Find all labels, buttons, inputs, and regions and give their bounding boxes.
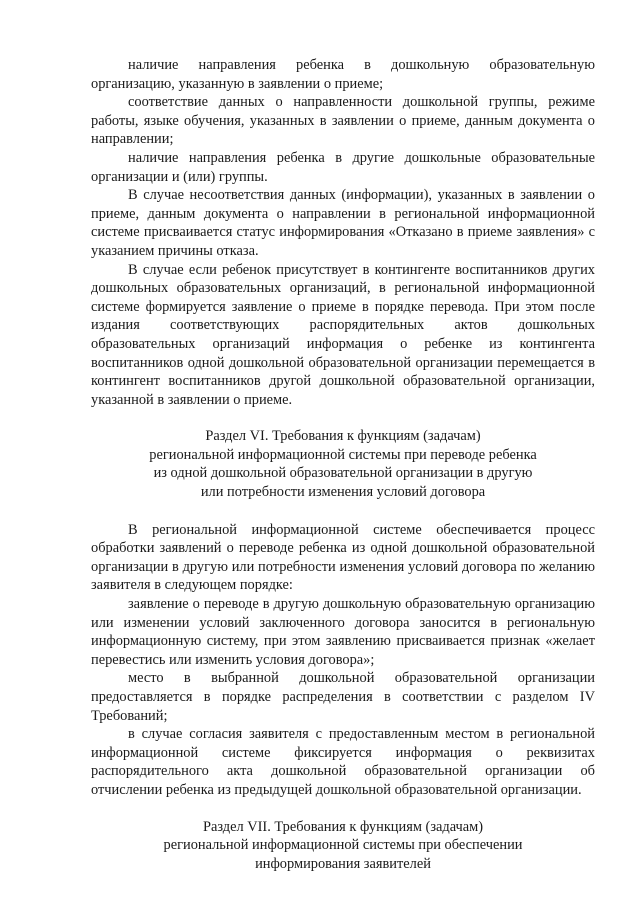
- section-6-heading-line: Раздел VI. Требования к функциям (задачам): [205, 428, 481, 445]
- paragraph-place-allocation: место в выбранной дошкольной образовательной организации предоставляется в порядке распределения в соответствии с разделом IV Требований;: [91, 670, 595, 724]
- section-7-heading: [91, 818, 595, 874]
- section-6-heading: [91, 427, 595, 501]
- paragraph-consent-record: в случае согласия заявителя с предоставленным местом в региональной информационной системе фиксируется информация о реквизитах распорядительного акта дошкольной образовательной организации об отчислении ребенка из предыдущей дошкольной образовательной организации.: [91, 726, 595, 798]
- section-6-heading-line: или потребности изменения условий договора: [200, 484, 486, 501]
- paragraph-mismatch-refusal: В случае несоответствия данных (информации), указанных в заявлении о приеме, данным документа о направлении в региональной информационной системе присваивается статус информирования «Отказано в приеме заявления» с указанием причины отказа.: [91, 187, 595, 259]
- paragraph-other-directions: наличие направления ребенка в другие дошкольные образовательные организации и (или) группы.: [91, 149, 595, 185]
- paragraph-data-match: соответствие данных о направленности дошкольной группы, режиме работы, языке обучения, указанных в заявлении о приеме, данным документа о направлении;: [91, 94, 595, 148]
- paragraph-transfer-contingent: В случае если ребенок присутствует в контингенте воспитанников других дошкольных образовательных организаций, в региональной информационной системе формируется заявление о приеме в порядке перевода. При этом после издания соответствующих распорядительных актов дошкольных образовательных организаций информация о ребенке из контингента воспитанников одной дошкольной образовательной организации перемещается в контингент воспитанников другой дошкольной образовательной организации, указанной в заявлении о приеме.: [91, 261, 595, 408]
- paragraph-transfer-application: заявление о переводе в другую дошкольную образовательную организацию или изменении условий заключенного договора заносится в региональную информационную систему, при этом заявлению присваивается признак «желает перевестись или изменить условия договора»;: [91, 596, 595, 668]
- paragraph-transfer-process: В региональной информационной системе обеспечивается процесс обработки заявлений о переводе ребенка из одной дошкольной образовательной организации в другую или потребности изменения условий договора по желанию заявителя в следующем порядке:: [91, 521, 595, 594]
- section-6-heading-line: из одной дошкольной образовательной организации в другую: [153, 465, 533, 482]
- document-page: [91, 56, 595, 873]
- section-7-heading-line: Раздел VII. Требования к функциям (задачам): [202, 818, 484, 835]
- paragraph-direction-check: наличие направления ребенка в дошкольную образовательную организацию, указанную в заявлении о приеме;: [91, 57, 595, 92]
- section-6-heading-line: региональной информационной системы при переводе ребенка: [149, 446, 537, 463]
- section-7-heading-line: региональной информационной системы при обеспечении: [163, 837, 523, 854]
- section-7-heading-line: информирования заявителей: [255, 855, 431, 872]
